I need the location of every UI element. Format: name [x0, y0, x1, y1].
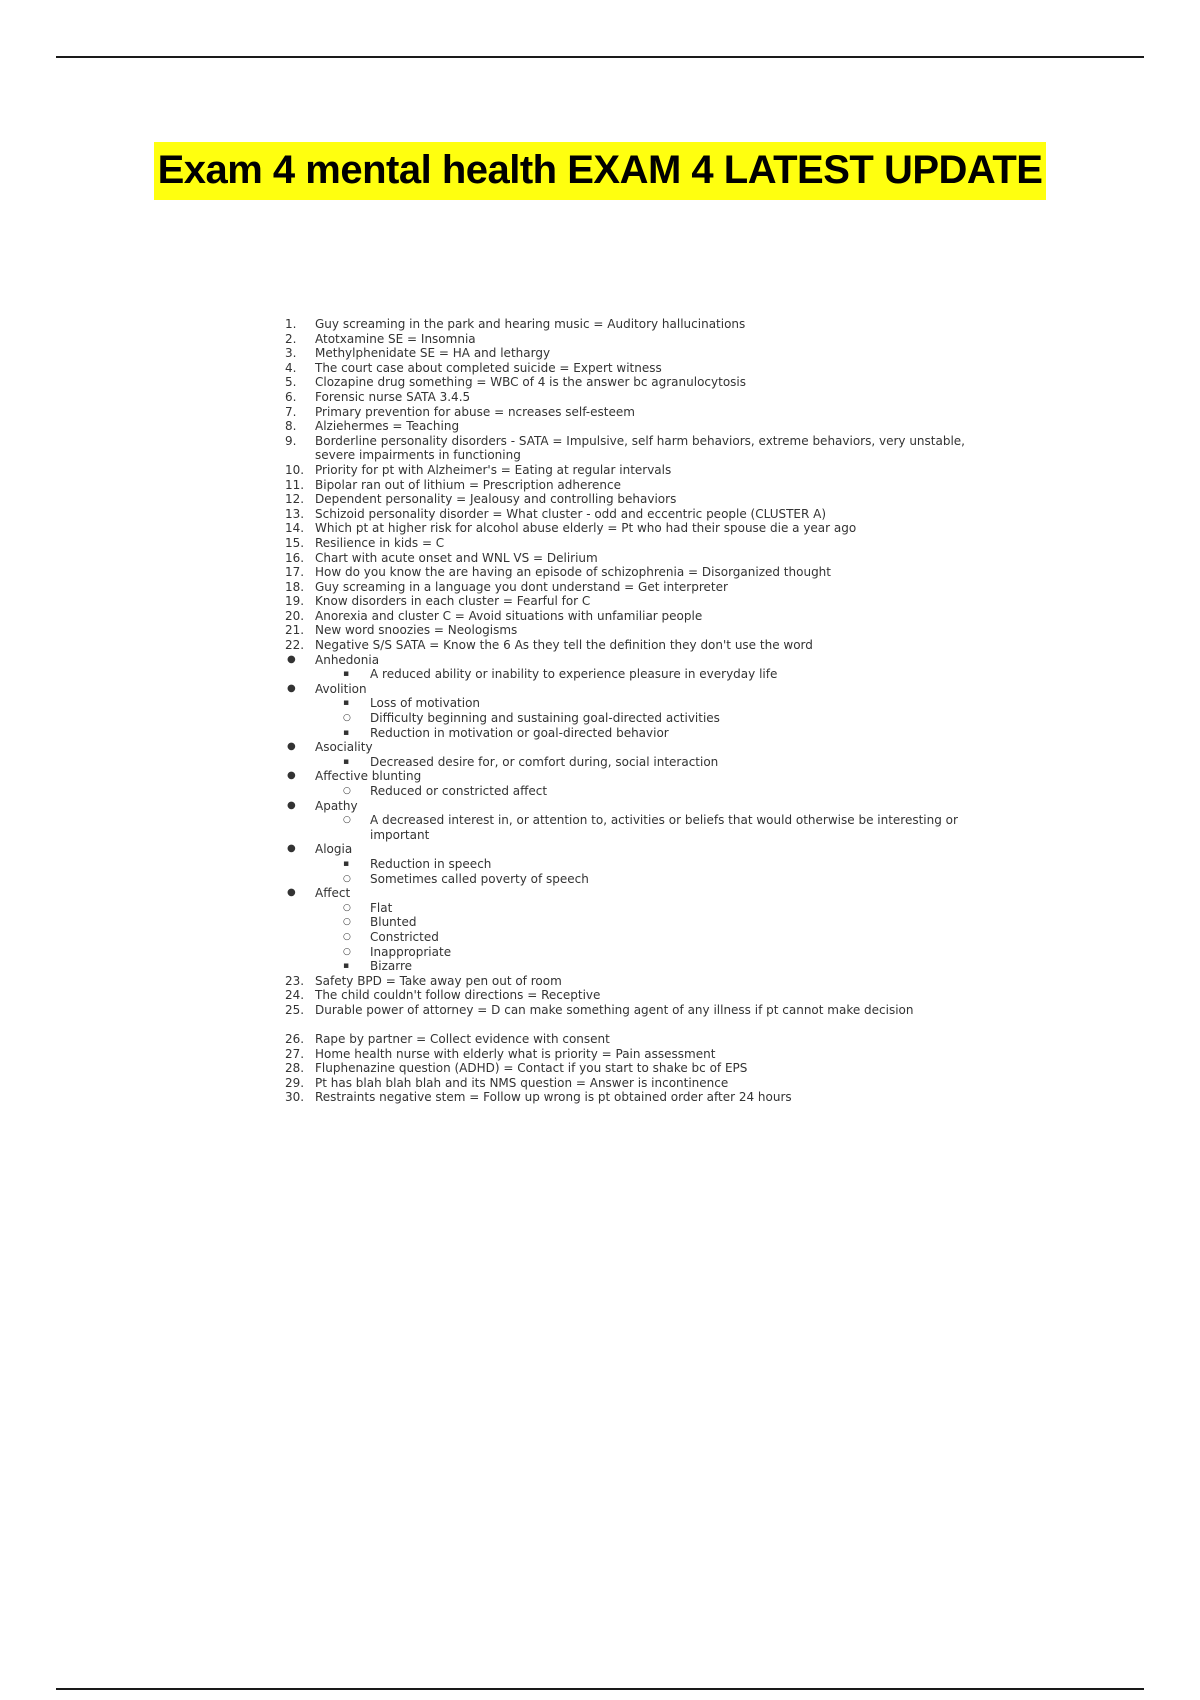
- item-text: Clozapine drug something = WBC of 4 is the answer bc agranulocytosis: [315, 375, 746, 390]
- sub-item: [285, 930, 1005, 945]
- item-text: Fluphenazine question (ADHD) = Contact if you start to shake bc of EPS: [315, 1061, 748, 1076]
- item-number: 8.: [285, 419, 297, 434]
- item-number: 12.: [285, 492, 305, 507]
- sub-item: [285, 667, 1005, 682]
- item-text: The child couldn't follow directions = Receptive: [315, 988, 601, 1003]
- sub-item: [285, 901, 1005, 916]
- sub-bullet-icon: ○: [343, 917, 351, 928]
- list-item: [285, 419, 1005, 434]
- footer-rule: [56, 1688, 1144, 1690]
- item-number: 21.: [285, 623, 305, 638]
- bullet-label: Affect: [315, 886, 351, 901]
- list-item: [285, 463, 1005, 478]
- item-text: Chart with acute onset and WNL VS = Delirium: [315, 550, 598, 565]
- item-number: 5.: [285, 375, 297, 390]
- item-text: Durable power of attorney = D can make something agent of any illness if pt cannot make decision: [315, 1002, 914, 1017]
- item-number: 22.: [285, 638, 305, 653]
- item-number: 28.: [285, 1061, 305, 1076]
- item-text: Methylphenidate SE = HA and lethargy: [315, 346, 551, 361]
- bullet-icon: ●: [287, 653, 296, 665]
- item-text: Bipolar ran out of lithium = Prescription adherence: [315, 477, 622, 492]
- list-item: [285, 565, 1005, 580]
- sub-item-text: Reduction in motivation or goal-directed behavior: [370, 725, 669, 740]
- item-number: 3.: [285, 346, 297, 361]
- sub-bullet-icon: ○: [343, 815, 351, 826]
- bullet-icon: ●: [287, 799, 296, 811]
- sub-item-text: Bizarre: [370, 959, 412, 974]
- bullet-label: Asociality: [315, 740, 373, 755]
- sub-item: [285, 872, 1005, 887]
- item-number: 4.: [285, 360, 297, 375]
- item-text: Which pt at higher risk for alcohol abuse elderly = Pt who had their spouse die a year ago: [315, 521, 857, 536]
- sub-bullet-icon: ▪: [343, 727, 350, 738]
- list-item: [285, 434, 1005, 463]
- item-text: Pt has blah blah blah and its NMS question = Answer is incontinence: [315, 1075, 729, 1090]
- list-item: [285, 507, 1005, 522]
- list-item: [285, 623, 1005, 638]
- sub-item: [285, 959, 1005, 974]
- list-item: [285, 1061, 1005, 1076]
- sub-bullet-icon: ○: [343, 786, 351, 796]
- sub-item-text: Flat: [370, 900, 393, 915]
- sub-bullet-icon: ▪: [343, 756, 350, 767]
- bullet-label: Apathy: [315, 798, 358, 813]
- bullet-item: [285, 653, 1005, 668]
- document-title: Exam 4 mental health EXAM 4 LATEST UPDATE: [154, 142, 1047, 200]
- sub-item-text: Blunted: [370, 915, 417, 930]
- item-number: 26.: [285, 1032, 305, 1047]
- item-text: Borderline personality disorders - SATA = Impulsive, self harm behaviors, extreme behaviors, very unstable, severe impairments in functioning: [315, 433, 965, 463]
- sub-item: [285, 945, 1005, 960]
- list-item: [285, 580, 1005, 595]
- list-item: [285, 551, 1005, 566]
- item-text: Safety BPD = Take away pen out of room: [315, 973, 562, 988]
- bullet-label: Anhedonia: [315, 652, 380, 667]
- item-number: 16.: [285, 550, 305, 565]
- list-item: [285, 988, 1005, 1003]
- item-number: 13.: [285, 506, 305, 521]
- item-number: 25.: [285, 1002, 305, 1017]
- item-number: 18.: [285, 579, 305, 594]
- sub-bullet-icon: ○: [343, 946, 351, 957]
- item-text: Alziehermes = Teaching: [315, 419, 460, 434]
- sub-item-text: Loss of motivation: [370, 696, 481, 711]
- item-number: 20.: [285, 608, 305, 623]
- sub-item: [285, 711, 1005, 726]
- list-item: [285, 1032, 1005, 1047]
- bullet-icon: ●: [287, 682, 296, 694]
- list-item: [285, 521, 1005, 536]
- sub-item-text: Constricted: [370, 929, 439, 944]
- list-item: [285, 361, 1005, 376]
- item-text: Know disorders in each cluster = Fearful for C: [315, 594, 591, 609]
- item-number: 7.: [285, 404, 297, 419]
- sub-item: [285, 726, 1005, 741]
- item-text: New word snoozies = Neologisms: [315, 623, 518, 638]
- item-text: Forensic nurse SATA 3.4.5: [315, 389, 471, 404]
- sub-bullet-icon: ▪: [343, 669, 350, 680]
- item-number: 29.: [285, 1075, 305, 1090]
- list-item: [285, 1003, 1005, 1032]
- item-text: Atotxamine SE = Insomnia: [315, 331, 476, 346]
- bullet-icon: ●: [287, 770, 296, 782]
- sub-item-text: Inappropriate: [370, 944, 452, 959]
- header-rule: [56, 56, 1144, 58]
- list-item: [285, 478, 1005, 493]
- sub-item: [285, 857, 1005, 872]
- list-item: [285, 1047, 1005, 1062]
- sub-bullet-icon: ▪: [343, 858, 350, 869]
- sub-item-text: Decreased desire for, or comfort during, social interaction: [370, 754, 719, 769]
- list-item: [285, 1076, 1005, 1091]
- exam-notes: [285, 317, 1005, 1105]
- sub-item-text: A decreased interest in, or attention to, activities or beliefs that would otherwise be interesting or important: [370, 813, 958, 842]
- item-text: Anorexia and cluster C = Avoid situations with unfamiliar people: [315, 608, 703, 623]
- bullet-item: [285, 799, 1005, 814]
- item-number: 17.: [285, 565, 305, 580]
- sub-item-text: Reduction in speech: [370, 856, 492, 871]
- list-item: [285, 594, 1005, 609]
- sub-bullet-icon: ○: [343, 873, 351, 884]
- bullet-item: [285, 682, 1005, 697]
- item-text: The court case about completed suicide = Expert witness: [315, 360, 662, 375]
- list-item: [285, 375, 1005, 390]
- title-block: [0, 142, 1200, 200]
- sub-bullet-icon: ▪: [343, 961, 350, 972]
- sub-item: [285, 915, 1005, 930]
- item-text: Priority for pt with Alzheimer's = Eating at regular intervals: [315, 462, 672, 477]
- list-item: [285, 390, 1005, 405]
- item-number: 9.: [285, 433, 297, 448]
- item-text: Negative S/S SATA = Know the 6 As they tell the definition they don't use the word: [315, 638, 813, 653]
- list-item: [285, 405, 1005, 420]
- sub-item-text: A reduced ability or inability to experience pleasure in everyday life: [370, 667, 778, 682]
- bullet-icon: ●: [287, 741, 296, 753]
- item-number: 10.: [285, 462, 305, 477]
- item-text: How do you know the are having an episode of schizophrenia = Disorganized thought: [315, 565, 831, 580]
- item-number: 2.: [285, 331, 297, 346]
- item-number: 24.: [285, 988, 305, 1003]
- bullet-item: [285, 842, 1005, 857]
- bullet-icon: ●: [287, 887, 296, 899]
- sub-item: [285, 696, 1005, 711]
- item-number: 15.: [285, 535, 305, 550]
- bullet-item: [285, 886, 1005, 901]
- sub-bullet-icon: ○: [343, 931, 351, 942]
- sub-bullet-icon: ▪: [343, 698, 350, 709]
- item-number: 27.: [285, 1046, 305, 1061]
- item-text: Home health nurse with elderly what is priority = Pain assessment: [315, 1046, 716, 1061]
- list-item: [285, 317, 1005, 332]
- item-number: 1.: [285, 317, 297, 331]
- sub-item-text: Sometimes called poverty of speech: [370, 871, 589, 886]
- list-item: [285, 609, 1005, 624]
- sub-bullet-icon: ○: [343, 713, 351, 724]
- item-text: Schizoid personality disorder = What cluster - odd and eccentric people (CLUSTER A): [315, 506, 827, 521]
- list-item: [285, 974, 1005, 989]
- item-text: Guy screaming in a language you dont understand = Get interpreter: [315, 579, 728, 594]
- sub-item: [285, 755, 1005, 770]
- item-text: Restraints negative stem = Follow up wrong is pt obtained order after 24 hours: [315, 1090, 792, 1105]
- bullet-label: Affective blunting: [315, 769, 422, 784]
- bullet-label: Alogia: [315, 842, 353, 857]
- item-text: Primary prevention for abuse = ncreases self-esteem: [315, 404, 635, 419]
- item-number: 6.: [285, 389, 297, 404]
- bullet-item: [285, 740, 1005, 755]
- item-number: 23.: [285, 973, 305, 988]
- sub-item-text: Reduced or constricted affect: [370, 784, 548, 798]
- item-number: 30.: [285, 1090, 305, 1105]
- item-text: Dependent personality = Jealousy and controlling behaviors: [315, 492, 677, 507]
- item-number: 14.: [285, 521, 305, 536]
- bullet-item: [285, 769, 1005, 784]
- item-text: Rape by partner = Collect evidence with consent: [315, 1032, 610, 1047]
- sub-item: [285, 784, 1005, 799]
- list-item: [285, 638, 1005, 653]
- bullet-label: Avolition: [315, 681, 367, 696]
- list-item: [285, 492, 1005, 507]
- sub-item: [285, 813, 1005, 842]
- bullet-icon: ●: [287, 843, 296, 855]
- list-item: [285, 536, 1005, 551]
- item-number: 11.: [285, 477, 305, 492]
- list-item: [285, 332, 1005, 347]
- list-item: [285, 346, 1005, 361]
- item-text: Guy screaming in the park and hearing music = Auditory hallucinations: [315, 317, 746, 331]
- sub-item-text: Difficulty beginning and sustaining goal-directed activities: [370, 711, 720, 726]
- list-item: [285, 1090, 1005, 1105]
- item-number: 19.: [285, 594, 305, 609]
- sub-bullet-icon: ○: [343, 902, 351, 913]
- item-text: Resilience in kids = C: [315, 535, 445, 550]
